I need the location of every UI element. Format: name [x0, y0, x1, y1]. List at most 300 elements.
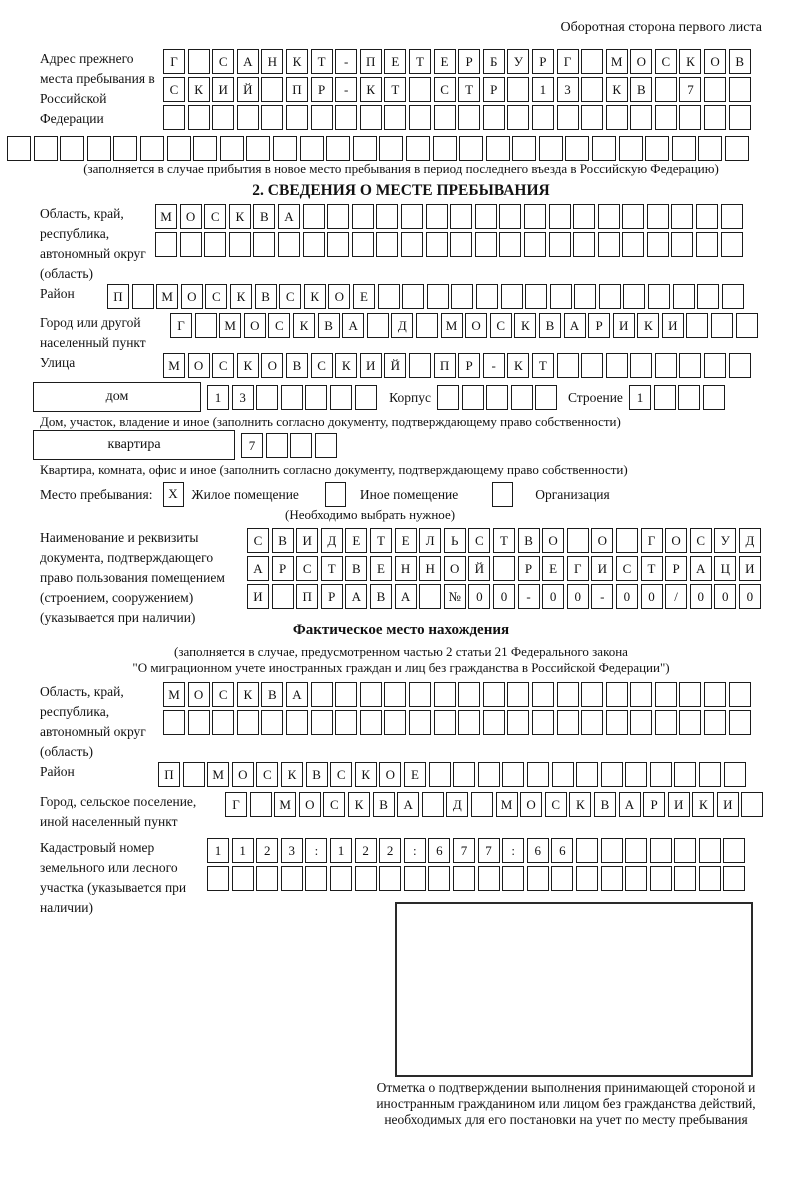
char-box: О — [542, 528, 564, 553]
char-box: П — [434, 353, 456, 378]
char-box — [704, 682, 726, 707]
fact-raion-label: Район — [40, 764, 75, 779]
char-box: О — [188, 353, 210, 378]
char-box — [507, 710, 529, 735]
checkbox-zhiloe: X — [163, 482, 184, 507]
char-box: 2 — [379, 838, 401, 863]
char-box — [650, 762, 672, 787]
char-box — [729, 77, 751, 102]
char-box — [699, 762, 721, 787]
char-box — [619, 136, 643, 161]
mesto-note: (Необходимо выбрать нужное) — [285, 507, 456, 522]
char-box — [434, 105, 456, 130]
char-box: К — [679, 49, 701, 74]
char-box: С — [204, 204, 226, 229]
char-box — [486, 385, 508, 410]
char-box — [696, 232, 718, 257]
char-box — [193, 136, 217, 161]
char-box: К — [304, 284, 326, 309]
char-box — [483, 710, 505, 735]
char-box — [384, 710, 406, 735]
char-box: А — [564, 313, 586, 338]
char-box — [290, 433, 312, 458]
char-box — [535, 385, 557, 410]
char-box — [483, 105, 505, 130]
char-box — [335, 682, 357, 707]
char-box: - — [335, 77, 357, 102]
char-box — [729, 682, 751, 707]
char-box — [353, 136, 377, 161]
char-box: Е — [404, 762, 426, 787]
char-box — [549, 232, 571, 257]
char-box — [311, 105, 333, 130]
char-box — [672, 136, 696, 161]
char-box — [724, 762, 746, 787]
char-box: С — [163, 77, 185, 102]
char-box: В — [345, 556, 367, 581]
char-box — [499, 204, 521, 229]
char-box — [155, 232, 177, 257]
char-box — [630, 353, 652, 378]
char-box — [409, 682, 431, 707]
char-row-ulitsa — [163, 353, 753, 378]
char-box — [601, 838, 623, 863]
char-box — [525, 284, 547, 309]
char-box: 0 — [616, 584, 638, 609]
char-box: И — [247, 584, 269, 609]
char-row-doc-2 — [247, 556, 763, 581]
char-box — [450, 204, 472, 229]
char-box — [352, 232, 374, 257]
char-box: Р — [272, 556, 294, 581]
char-box: 0 — [690, 584, 712, 609]
char-row-gorod — [170, 313, 760, 338]
char-box — [723, 866, 745, 891]
char-box: В — [729, 49, 751, 74]
char-box: У — [507, 49, 529, 74]
char-box: Р — [588, 313, 610, 338]
char-box: К — [348, 792, 370, 817]
char-box — [697, 284, 719, 309]
char-box — [188, 105, 210, 130]
char-box — [458, 682, 480, 707]
char-box: Г — [163, 49, 185, 74]
char-box — [704, 105, 726, 130]
char-box: С — [616, 556, 638, 581]
char-box: К — [692, 792, 714, 817]
char-box — [650, 866, 672, 891]
char-box: Е — [395, 528, 417, 553]
char-box: О — [630, 49, 652, 74]
char-box: Е — [434, 49, 456, 74]
char-box: С — [330, 762, 352, 787]
char-box — [679, 105, 701, 130]
char-box — [34, 136, 58, 161]
char-box — [699, 838, 721, 863]
char-row-stroenie — [629, 385, 727, 410]
char-box: А — [397, 792, 419, 817]
char-box: К — [281, 762, 303, 787]
char-box — [278, 232, 300, 257]
char-box — [330, 385, 352, 410]
fact-raion-row — [40, 762, 762, 787]
char-box: С — [655, 49, 677, 74]
char-box: О — [328, 284, 350, 309]
char-box — [729, 710, 751, 735]
char-box: В — [261, 682, 283, 707]
oblast-rows — [155, 204, 745, 260]
char-box — [581, 49, 603, 74]
char-box — [360, 710, 382, 735]
char-box — [437, 385, 459, 410]
char-box — [195, 313, 217, 338]
char-box: М — [156, 284, 178, 309]
char-box — [557, 353, 579, 378]
stroenie-label: Строение — [567, 389, 623, 405]
char-box: В — [318, 313, 340, 338]
mesto-row — [40, 481, 762, 507]
char-box: В — [373, 792, 395, 817]
char-box — [552, 762, 574, 787]
char-box — [711, 313, 733, 338]
char-box: - — [335, 49, 357, 74]
char-box — [625, 866, 647, 891]
char-box — [673, 284, 695, 309]
char-box: О — [379, 762, 401, 787]
char-box — [581, 77, 603, 102]
char-box — [722, 284, 744, 309]
raion-row — [40, 284, 762, 309]
char-box: 6 — [428, 838, 450, 863]
char-box — [376, 232, 398, 257]
char-box — [741, 792, 763, 817]
char-box: О — [704, 49, 726, 74]
char-box — [647, 204, 669, 229]
char-box — [376, 204, 398, 229]
char-box — [335, 710, 357, 735]
char-box — [379, 136, 403, 161]
char-box — [502, 866, 524, 891]
char-box — [379, 866, 401, 891]
char-box: 6 — [551, 838, 573, 863]
char-box: В — [594, 792, 616, 817]
char-box: О — [181, 284, 203, 309]
char-box — [650, 838, 672, 863]
char-box — [592, 136, 616, 161]
char-box — [606, 105, 628, 130]
fact-oblast-block — [40, 682, 762, 762]
char-box — [311, 682, 333, 707]
char-box — [655, 105, 677, 130]
char-box: О — [232, 762, 254, 787]
char-box: Й — [237, 77, 259, 102]
char-box: Р — [518, 556, 540, 581]
char-box — [476, 284, 498, 309]
stamp-caption: Отметка о подтверждении выполнения принимающей стороной и иностранным гражданином или лицом без гражданства действий, необходимых для его постановки на учет по месту пребывания — [376, 1080, 756, 1127]
char-box: О — [444, 556, 466, 581]
char-box — [557, 682, 579, 707]
char-box: И — [212, 77, 234, 102]
oblast-block — [40, 204, 762, 284]
char-box: М — [496, 792, 518, 817]
char-box: Т — [493, 528, 515, 553]
char-box: С — [212, 49, 234, 74]
kvartira-caption: Квартира, комната, офис и иное (заполнить согласно документу, подтверждающему право собственности) — [40, 462, 628, 477]
char-box — [729, 353, 751, 378]
char-box: Р — [458, 353, 480, 378]
char-box — [581, 710, 603, 735]
char-box: С — [256, 762, 278, 787]
fact-oblast-rows — [163, 682, 753, 738]
char-box: 3 — [557, 77, 579, 102]
char-box: Р — [321, 584, 343, 609]
char-box — [622, 232, 644, 257]
char-box — [409, 353, 431, 378]
char-row-fact-raion — [158, 762, 748, 787]
char-box: 3 — [281, 838, 303, 863]
char-box — [204, 232, 226, 257]
char-box — [384, 682, 406, 707]
char-box — [330, 866, 352, 891]
kadastr-block — [40, 838, 762, 915]
char-box — [606, 353, 628, 378]
doc-label: Наименование и реквизиты документа, подтверждающего право пользования помещением (строением, сооружением) (указывается при наличии) — [40, 530, 225, 625]
char-box — [188, 710, 210, 735]
char-box — [557, 710, 579, 735]
char-box: Е — [345, 528, 367, 553]
char-box — [606, 710, 628, 735]
char-box: Е — [370, 556, 392, 581]
char-row-doc-1 — [247, 528, 763, 553]
checkbox-organizaciya — [492, 482, 513, 507]
char-box — [581, 682, 603, 707]
char-box — [266, 433, 288, 458]
dom-caption: Дом, участок, владение и иное (заполнить согласно документу, подтверждающему право собственности) — [40, 414, 621, 429]
char-box: 0 — [739, 584, 761, 609]
char-box — [450, 232, 472, 257]
char-box — [696, 204, 718, 229]
char-box — [462, 385, 484, 410]
char-box — [524, 232, 546, 257]
char-box — [483, 682, 505, 707]
char-box — [573, 232, 595, 257]
char-box — [598, 232, 620, 257]
char-box — [550, 284, 572, 309]
char-box: М — [163, 353, 185, 378]
char-box: К — [637, 313, 659, 338]
char-box — [237, 105, 259, 130]
char-box — [576, 838, 598, 863]
char-box — [355, 385, 377, 410]
char-box — [406, 136, 430, 161]
char-box — [426, 204, 448, 229]
char-box — [725, 136, 749, 161]
char-box: Д — [739, 528, 761, 553]
char-box: Г — [170, 313, 192, 338]
char-box: Т — [384, 77, 406, 102]
char-box — [616, 528, 638, 553]
char-box — [674, 866, 696, 891]
char-box — [574, 284, 596, 309]
char-box — [256, 866, 278, 891]
char-box: М — [207, 762, 229, 787]
char-box — [698, 136, 722, 161]
char-box — [453, 762, 475, 787]
char-box: 1 — [232, 838, 254, 863]
char-box: О — [180, 204, 202, 229]
char-box — [453, 866, 475, 891]
char-box — [404, 866, 426, 891]
char-box — [246, 136, 270, 161]
char-row-prev-4 — [7, 136, 762, 161]
char-box: В — [370, 584, 392, 609]
char-box: Р — [311, 77, 333, 102]
char-box — [286, 105, 308, 130]
char-box — [532, 682, 554, 707]
char-box — [573, 204, 595, 229]
char-box: П — [286, 77, 308, 102]
char-box — [422, 792, 444, 817]
checkbox-inoe — [325, 482, 346, 507]
char-box: А — [345, 584, 367, 609]
char-box: К — [514, 313, 536, 338]
char-box — [647, 232, 669, 257]
oblast-label: Область, край, республика, автономный округ (область) — [40, 206, 146, 281]
char-box: Т — [532, 353, 554, 378]
char-box: Г — [641, 528, 663, 553]
char-box — [532, 710, 554, 735]
char-box — [335, 105, 357, 130]
char-box: Р — [458, 49, 480, 74]
char-box — [674, 838, 696, 863]
kvartira-row — [33, 430, 762, 460]
char-box: В — [306, 762, 328, 787]
char-box — [237, 710, 259, 735]
char-box: О — [520, 792, 542, 817]
char-box — [493, 556, 515, 581]
char-box: Е — [542, 556, 564, 581]
char-box: 0 — [468, 584, 490, 609]
char-box: С — [468, 528, 490, 553]
char-box — [303, 232, 325, 257]
korpus-label: Корпус — [389, 389, 431, 405]
char-box: Н — [395, 556, 417, 581]
char-box — [736, 313, 758, 338]
char-box: : — [305, 838, 327, 863]
fact-note-2: "О миграционном учете иностранных граждан и лиц без гражданства в Российской Федерации") — [132, 660, 670, 675]
char-box: С — [311, 353, 333, 378]
char-box: И — [360, 353, 382, 378]
char-box: К — [355, 762, 377, 787]
char-box: 1 — [330, 838, 352, 863]
char-box: 0 — [567, 584, 589, 609]
char-box — [183, 762, 205, 787]
kvartira-field-box: квартира — [33, 430, 235, 460]
char-box: К — [569, 792, 591, 817]
char-box — [250, 792, 272, 817]
char-box: 0 — [641, 584, 663, 609]
char-box — [300, 136, 324, 161]
char-box — [60, 136, 84, 161]
char-box — [367, 313, 389, 338]
char-box: Е — [353, 284, 375, 309]
char-box — [576, 866, 598, 891]
doc-block — [40, 528, 762, 625]
char-box: У — [714, 528, 736, 553]
char-box — [678, 385, 700, 410]
char-box: А — [247, 556, 269, 581]
char-box — [286, 710, 308, 735]
char-box: П — [158, 762, 180, 787]
char-box — [630, 105, 652, 130]
char-row-kadastr-2 — [207, 866, 748, 891]
char-box — [499, 232, 521, 257]
char-box — [674, 762, 696, 787]
char-box — [699, 866, 721, 891]
char-box — [655, 77, 677, 102]
prev-address-caption: (заполняется в случае прибытия в новое место пребывания в период последнего въезда в Российскую Федерацию) — [83, 161, 719, 176]
char-box: Р — [532, 49, 554, 74]
char-row-prev-3 — [163, 105, 753, 130]
char-box — [645, 136, 669, 161]
char-box — [212, 105, 234, 130]
char-box — [723, 838, 745, 863]
char-box: М — [219, 313, 241, 338]
char-box: А — [286, 682, 308, 707]
stamp-box — [395, 902, 753, 1077]
char-box: М — [163, 682, 185, 707]
char-box — [188, 49, 210, 74]
char-box: Р — [643, 792, 665, 817]
char-row-fact-gorod — [225, 792, 766, 817]
char-box — [581, 105, 603, 130]
char-box: 1 — [629, 385, 651, 410]
char-box — [253, 232, 275, 257]
char-box — [671, 204, 693, 229]
char-box: С — [296, 556, 318, 581]
char-box: О — [299, 792, 321, 817]
char-box — [261, 710, 283, 735]
char-box — [360, 105, 382, 130]
char-box — [256, 385, 278, 410]
char-box: В — [255, 284, 277, 309]
char-box — [655, 710, 677, 735]
char-box: Т — [458, 77, 480, 102]
prev-address-rows — [163, 49, 753, 133]
char-row-fact-oblast-2 — [163, 710, 753, 735]
char-box: / — [665, 584, 687, 609]
prev-address-block — [40, 49, 762, 133]
char-box — [360, 682, 382, 707]
char-box — [305, 866, 327, 891]
char-box — [409, 105, 431, 130]
char-box: А — [342, 313, 364, 338]
char-box: Д — [391, 313, 413, 338]
char-box: С — [323, 792, 345, 817]
char-box — [401, 204, 423, 229]
char-box: С — [212, 353, 234, 378]
char-box: О — [244, 313, 266, 338]
char-box: Т — [311, 49, 333, 74]
char-box — [581, 353, 603, 378]
char-box: А — [619, 792, 641, 817]
char-box — [679, 353, 701, 378]
char-box: 0 — [493, 584, 515, 609]
char-box — [655, 353, 677, 378]
char-box: Т — [409, 49, 431, 74]
char-box — [401, 232, 423, 257]
char-box — [132, 284, 154, 309]
